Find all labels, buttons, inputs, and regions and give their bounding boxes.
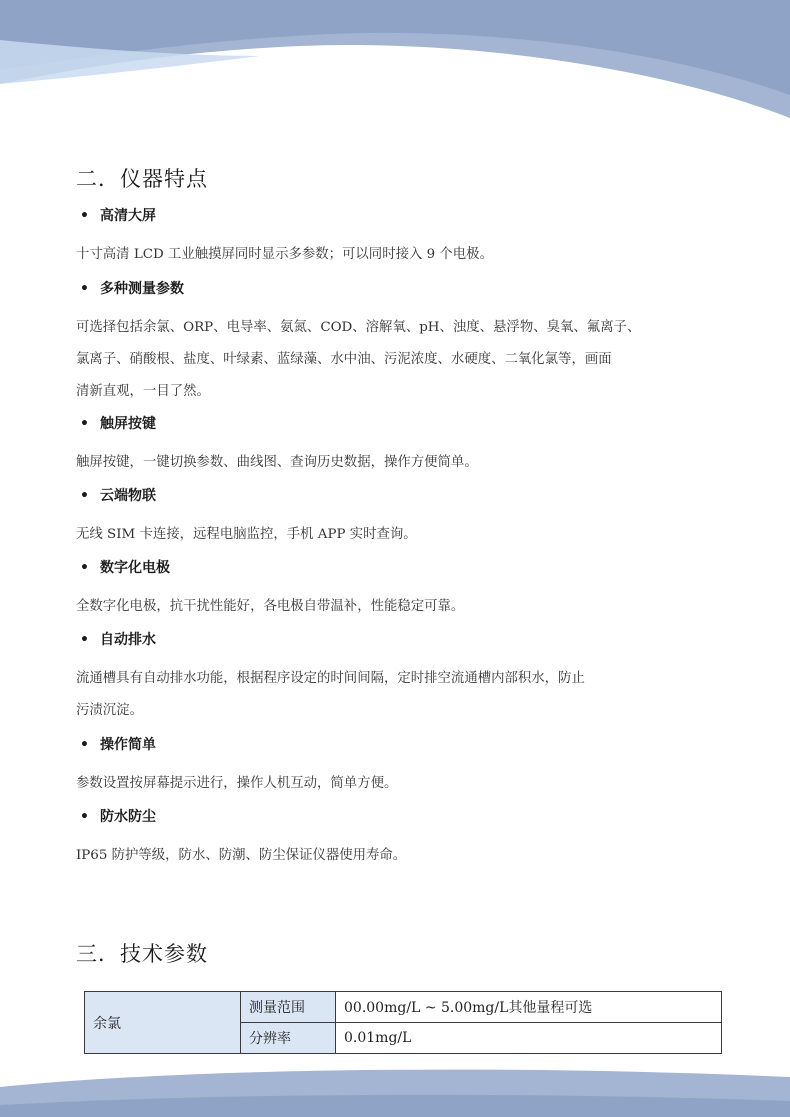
feature-desc-line: 氯离子、硝酸根、盐度、叶绿素、蓝绿藻、水中油、污泥浓度、水硬度、二氧化氯等，画面 bbox=[76, 352, 612, 367]
spec-value-cell: 0.01mg/L bbox=[336, 1023, 722, 1054]
feature-item bbox=[76, 807, 726, 872]
bullet-icon: • bbox=[80, 208, 89, 224]
section-title-features: 二．仪器特点 bbox=[76, 167, 208, 191]
feature-item bbox=[76, 279, 726, 408]
spec-label-cell: 分辨率 bbox=[241, 1023, 336, 1054]
feature-title: 自动排水 bbox=[100, 632, 156, 648]
feature-desc-line: IP65 防护等级，防水、防潮、防尘保证仪器使用寿命。 bbox=[76, 848, 407, 863]
bullet-icon: • bbox=[80, 416, 89, 432]
feature-item bbox=[76, 414, 726, 479]
param-name-cell: 余氯 bbox=[85, 992, 241, 1054]
feature-title: 多种测量参数 bbox=[100, 281, 184, 297]
feature-title: 云端物联 bbox=[100, 488, 156, 504]
bullet-icon: • bbox=[80, 488, 89, 504]
feature-desc-line: 流通槽具有自动排水功能，根据程序设定的时间间隔，定时排空流通槽内部积水，防止 bbox=[76, 671, 585, 686]
feature-desc-line: 十寸高清 LCD 工业触摸屏同时显示多参数；可以同时接入 9 个电极。 bbox=[76, 247, 493, 262]
feature-item bbox=[76, 486, 726, 551]
feature-desc-line: 清新直观，一目了然。 bbox=[76, 384, 210, 399]
header-wave-decoration bbox=[0, 0, 790, 130]
bullet-icon: • bbox=[80, 632, 89, 648]
bullet-icon: • bbox=[80, 281, 89, 297]
spec-value-cell: 00.00mg/L ~ 5.00mg/L其他量程可选 bbox=[336, 992, 722, 1023]
feature-title: 操作简单 bbox=[100, 737, 156, 753]
feature-title: 数字化电极 bbox=[100, 560, 170, 576]
feature-desc-line: 触屏按键，一键切换参数、曲线图、查询历史数据，操作方便简单。 bbox=[76, 455, 478, 470]
feature-item bbox=[76, 735, 726, 800]
spec-table bbox=[84, 991, 722, 1054]
feature-desc-line: 污渍沉淀。 bbox=[76, 703, 143, 718]
feature-title: 高清大屏 bbox=[100, 208, 156, 224]
feature-desc-line: 无线 SIM 卡连接，远程电脑监控，手机 APP 实时查询。 bbox=[76, 527, 417, 542]
feature-item bbox=[76, 206, 726, 271]
feature-desc-line: 可选择包括余氯、ORP、电导率、氨氮、COD、溶解氧、pH、浊度、悬浮物、臭氧、氟离子、 bbox=[76, 320, 641, 335]
feature-title: 防水防尘 bbox=[100, 809, 156, 825]
feature-desc-line: 全数字化电极，抗干扰性能好，各电极自带温补，性能稳定可靠。 bbox=[76, 599, 465, 614]
spec-label-cell: 测量范围 bbox=[241, 992, 336, 1023]
feature-title: 触屏按键 bbox=[100, 416, 156, 432]
table-row bbox=[85, 992, 722, 1023]
bullet-icon: • bbox=[80, 809, 89, 825]
feature-item bbox=[76, 558, 726, 623]
bullet-icon: • bbox=[80, 737, 89, 753]
section-title-specs: 三．技术参数 bbox=[76, 942, 208, 966]
feature-item bbox=[76, 630, 726, 727]
footer-wave-decoration bbox=[0, 1047, 790, 1117]
feature-desc-line: 参数设置按屏幕提示进行，操作人机互动，简单方便。 bbox=[76, 776, 398, 791]
bullet-icon: • bbox=[80, 560, 89, 576]
